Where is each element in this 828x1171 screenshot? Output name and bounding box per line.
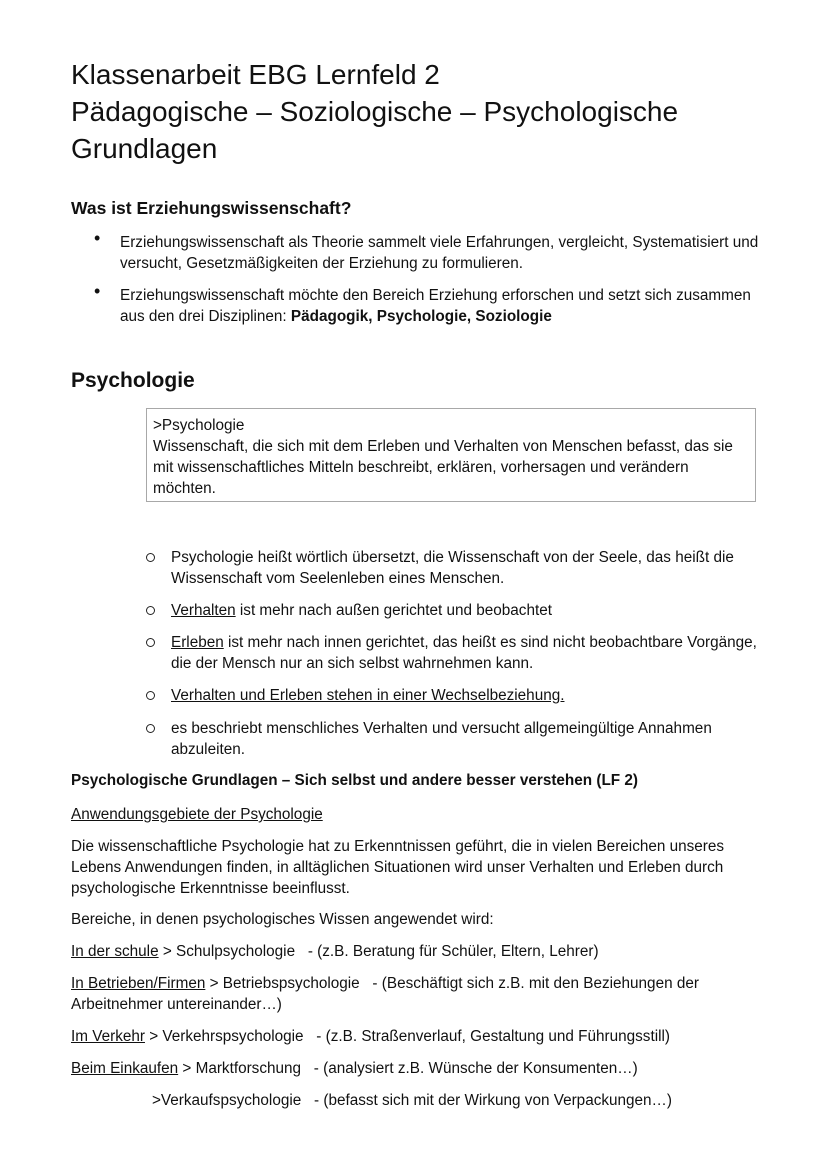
area-desc: - (z.B. Straßenverlauf, Gestaltung und Führungsstill) bbox=[303, 1028, 670, 1045]
list-item-text bbox=[171, 632, 761, 674]
area-place: Beim Einkaufen bbox=[71, 1060, 179, 1077]
area-row bbox=[71, 973, 771, 1015]
list-item-rest: ist mehr nach innen gerichtet, das heißt es sind nicht beobachtbare Vorgänge, die der Mensch nur an sich selbst wahrnehmen kann. bbox=[171, 634, 757, 672]
circle-bullet-icon bbox=[146, 638, 155, 647]
term-wechselbeziehung: Verhalten und Erleben stehen in einer Wechselbeziehung. bbox=[171, 687, 565, 704]
document-title bbox=[71, 56, 678, 167]
area-row bbox=[71, 1058, 771, 1079]
area-row bbox=[152, 1090, 828, 1111]
definition-text: Wissenschaft, die sich mit dem Erleben und Verhalten von Menschen befasst, das sie mit wissenschaftliches Mitteln beschreibt, erklären, vorhersagen und verändern möchten. bbox=[153, 438, 733, 497]
area-desc: - (Beschäftigt sich z.B. mit den Beziehungen der Arbeitnehmer untereinander…) bbox=[71, 975, 703, 1013]
bullet-dot-icon: • bbox=[94, 228, 101, 248]
area-field: > Betriebspsychologie bbox=[205, 975, 360, 992]
bullet-text: Erziehungswissenschaft als Theorie sammelt viele Erfahrungen, vergleicht, Systematisiert und versucht, Gesetzmäßigkeiten der Erziehung zu formulieren. bbox=[120, 234, 759, 272]
list-item-text bbox=[171, 600, 761, 621]
list-item-text: es beschriebt menschliches Verhalten und versucht allgemeingültige Annahmen abzuleiten. bbox=[171, 720, 712, 758]
heading-erziehungswissenschaft: Was ist Erziehungswissenschaft? bbox=[71, 198, 352, 218]
list-item-text: Psychologie heißt wörtlich übersetzt, die Wissenschaft von der Seele, das heißt die Wissenschaft vom Seelenleben eines Menschen. bbox=[171, 549, 734, 587]
intro-paragraph: Die wissenschaftliche Psychologie hat zu Erkenntnissen geführt, die in vielen Bereichen unseres Lebens Anwendungen finden, in alltäglichen Situationen wird unser Verhalten und Erleben durch psychologische Erkenntnisse beeinflusst. bbox=[71, 838, 725, 897]
heading-psychologie: Psychologie bbox=[71, 369, 195, 392]
list-item-text bbox=[171, 685, 761, 706]
circle-bullet-icon bbox=[146, 724, 155, 733]
area-desc: - (z.B. Beratung für Schüler, Eltern, Lehrer) bbox=[295, 943, 599, 960]
areas-intro: Bereiche, in denen psychologisches Wissen angewendet wird: bbox=[71, 911, 494, 928]
list-item-rest: ist mehr nach außen gerichtet und beobachtet bbox=[235, 602, 552, 619]
circle-bullet-icon bbox=[146, 553, 155, 562]
circle-bullet-icon bbox=[146, 606, 155, 615]
circle-bullet-icon bbox=[146, 691, 155, 700]
definition-box bbox=[146, 408, 756, 502]
area-row bbox=[71, 941, 771, 962]
area-row bbox=[71, 1026, 771, 1047]
term-erleben: Erleben bbox=[171, 634, 224, 651]
definition-title: >Psychologie bbox=[153, 417, 245, 434]
title-line-1: Klassenarbeit EBG Lernfeld 2 bbox=[71, 59, 440, 90]
subheading-anwendungsgebiete: Anwendungsgebiete der Psychologie bbox=[71, 806, 323, 823]
title-line-3: Grundlagen bbox=[71, 133, 218, 164]
term-verhalten: Verhalten bbox=[171, 602, 236, 619]
area-desc: - (befasst sich mit der Wirkung von Verpackungen…) bbox=[301, 1092, 672, 1109]
title-line-2: Pädagogische – Soziologische – Psychologische bbox=[71, 96, 679, 127]
bullet-text bbox=[120, 285, 760, 327]
area-place: In Betrieben/Firmen bbox=[71, 975, 206, 992]
area-place: Im Verkehr bbox=[71, 1028, 145, 1045]
area-field: >Verkaufspsychologie bbox=[152, 1092, 302, 1109]
area-field: > Schulpsychologie bbox=[158, 943, 296, 960]
heading-psychologische-grundlagen: Psychologische Grundlagen – Sich selbst und andere besser verstehen (LF 2) bbox=[71, 772, 639, 789]
area-place: In der schule bbox=[71, 943, 159, 960]
bullet-text-main: Erziehungswissenschaft möchte den Bereich Erziehung erforschen und setzt sich zusammen aus den drei Disziplinen: bbox=[120, 287, 751, 325]
disciplines-text: Pädagogik, Psychologie, Soziologie bbox=[290, 308, 552, 325]
bullet-dot-icon: • bbox=[94, 281, 101, 301]
area-desc: - (analysiert z.B. Wünsche der Konsumenten…) bbox=[301, 1060, 638, 1077]
area-field: > Marktforschung bbox=[178, 1060, 301, 1077]
area-field: > Verkehrspsychologie bbox=[144, 1028, 304, 1045]
